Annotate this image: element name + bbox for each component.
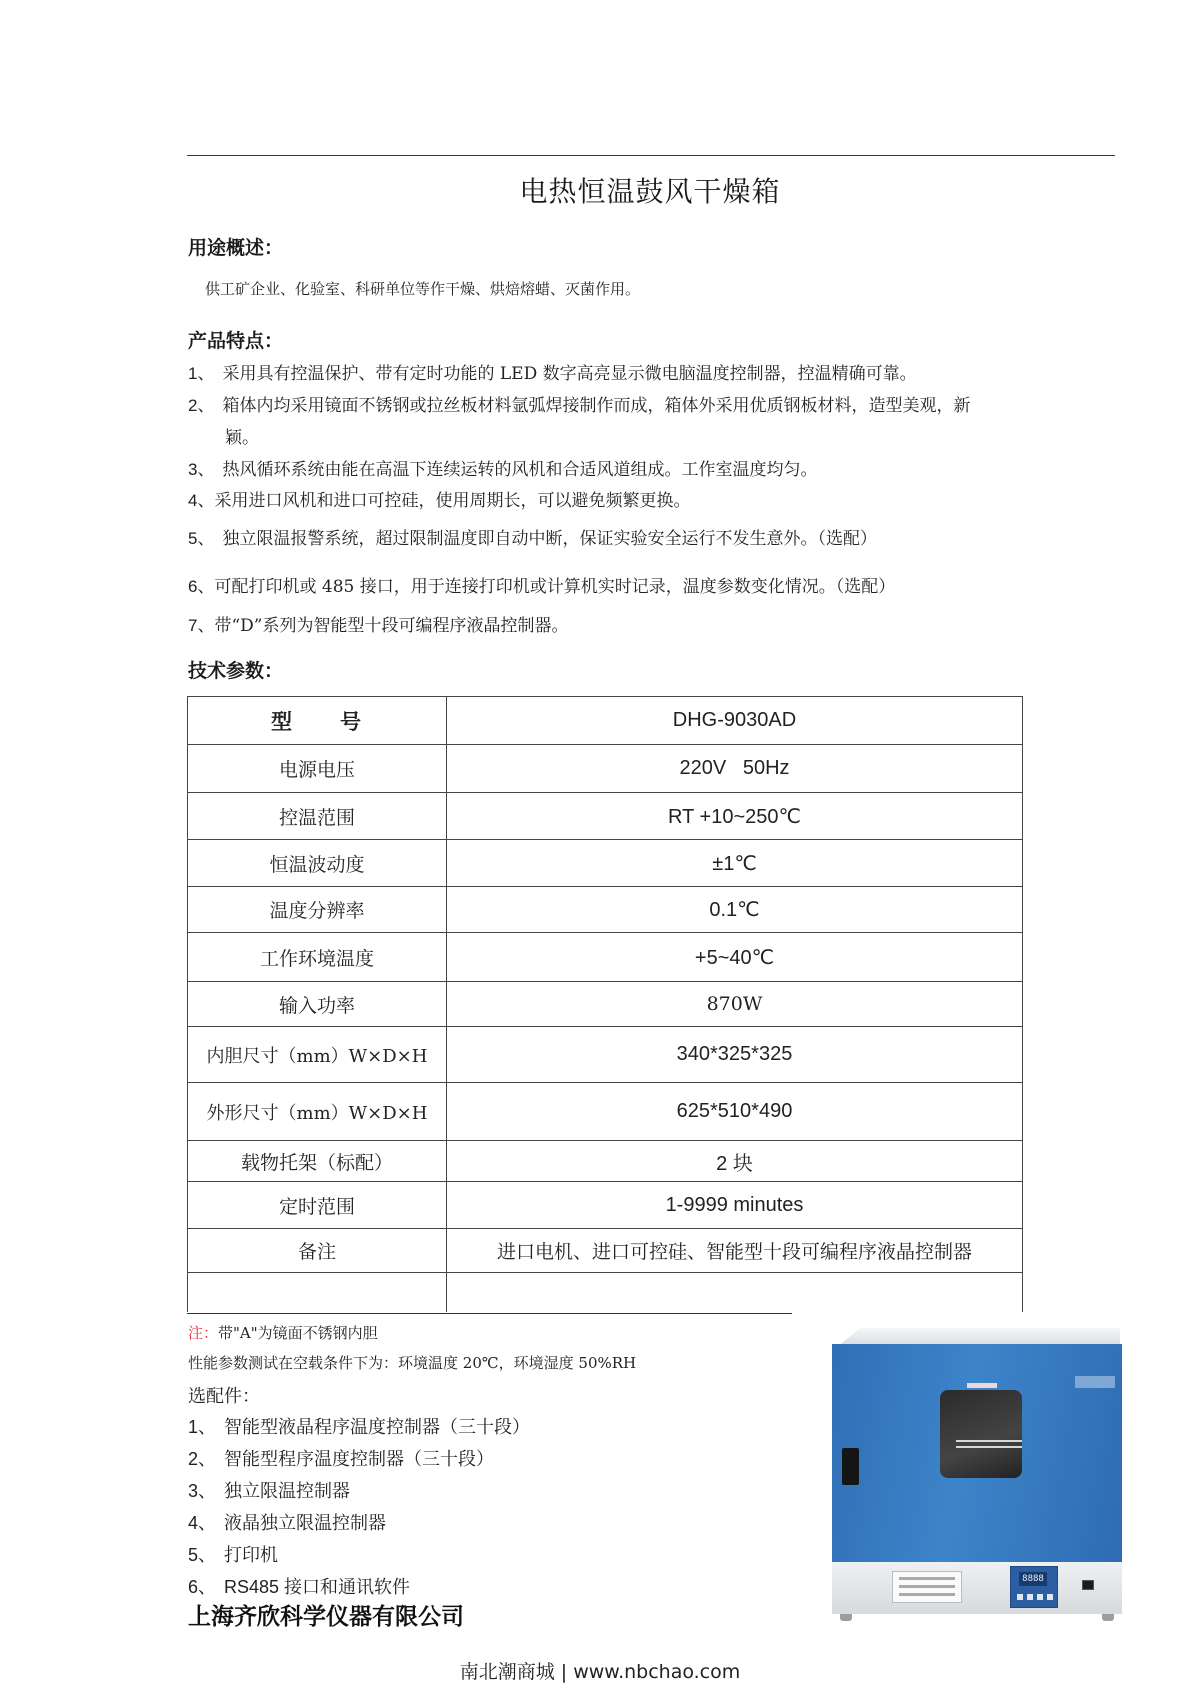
spec-label: 输入功率 — [188, 982, 447, 1027]
option-text: 独立限温控制器 — [224, 1481, 351, 1501]
spec-label: 备注 — [188, 1229, 447, 1273]
brand-logo-icon — [1075, 1376, 1115, 1388]
table-row — [188, 1083, 1023, 1141]
feature-num: 7、 — [188, 616, 215, 635]
option-text: 打印机 — [224, 1545, 279, 1565]
note-line — [188, 1322, 378, 1343]
oven-shelf — [956, 1440, 1022, 1442]
spec-value: 0.1℃ — [447, 887, 1023, 933]
feature-text: 可配打印机或 485 接口，用于连接打印机或计算机实时记录，温度参数变化情况。（选配） — [214, 577, 896, 597]
feature-item-6 — [188, 571, 895, 603]
feature-num: 2、 — [188, 396, 215, 415]
feature-item-3 — [188, 454, 817, 486]
header-rule — [187, 155, 1115, 156]
spec-label: 恒温波动度 — [188, 840, 447, 887]
spec-label: 定时范围 — [188, 1182, 447, 1229]
oven-nameplate — [892, 1571, 962, 1603]
oven-window — [940, 1390, 1022, 1478]
table-row — [188, 1141, 1023, 1182]
table-row-empty — [188, 1273, 1023, 1312]
feature-item-5 — [188, 523, 877, 555]
product-image — [832, 1328, 1122, 1628]
feature-item-1 — [188, 358, 917, 390]
spec-value — [447, 1273, 1023, 1312]
option-item — [188, 1445, 494, 1471]
feature-num: 5、 — [188, 529, 215, 548]
feature-item-7 — [188, 610, 568, 642]
oven-buttons — [1017, 1594, 1053, 1600]
oven-handle — [842, 1448, 859, 1485]
table-row — [188, 933, 1023, 982]
options-heading: 选配件： — [188, 1386, 260, 1407]
feature-num: 4、 — [188, 491, 215, 510]
feature-text-continuation: 颖。 — [225, 428, 259, 448]
spec-value: 2 块 — [447, 1141, 1023, 1182]
feature-text: 带“D”系列为智能型十段可编程序液晶控制器。 — [214, 616, 569, 636]
oven-foot — [1102, 1614, 1114, 1621]
table-row — [188, 982, 1023, 1027]
company-name: 上海齐欣科学仪器有限公司 — [188, 1604, 464, 1630]
table-row — [188, 697, 1023, 745]
spec-label: 温度分辨率 — [188, 887, 447, 933]
oven-foot — [840, 1614, 852, 1621]
table-row — [188, 1182, 1023, 1229]
spec-value: 625*510*490 — [447, 1083, 1023, 1141]
spec-value: ±1℃ — [447, 840, 1023, 887]
option-item — [188, 1413, 530, 1439]
option-num: 5、 — [188, 1545, 217, 1565]
feature-text: 箱体内均采用镜面不锈钢或拉丝板材料氩弧焊接制作而成，箱体外采用优质钢板材料，造型美观，新 — [222, 396, 971, 416]
specs-heading: 技术参数： — [188, 660, 284, 682]
option-item — [188, 1509, 386, 1535]
spec-label: 内胆尺寸（mm）W×D×H — [188, 1027, 447, 1083]
spec-value: 340*325*325 — [447, 1027, 1023, 1083]
option-item — [188, 1477, 350, 1503]
table-row — [188, 745, 1023, 793]
spec-table — [187, 696, 1023, 1312]
spec-label: 外形尺寸（mm）W×D×H — [188, 1083, 447, 1141]
spec-value: DHG-9030AD — [447, 697, 1023, 745]
table-row — [188, 1027, 1023, 1083]
table-row — [188, 887, 1023, 933]
option-num: 3、 — [188, 1481, 217, 1501]
spec-value: 870W — [447, 982, 1023, 1027]
feature-num: 3、 — [188, 460, 215, 479]
spec-value: +5~40℃ — [447, 933, 1023, 982]
performance-note: 性能参数测试在空载条件下为：环境温度 20℃，环境湿度 50%RH — [188, 1354, 637, 1372]
oven-display: 8888 — [1019, 1572, 1047, 1586]
usage-heading: 用途概述： — [188, 237, 284, 259]
note-text: 带"A"为镜面不锈钢内胆 — [218, 1324, 378, 1342]
option-num: 1、 — [188, 1417, 217, 1437]
page-title: 电热恒温鼓风干燥箱 — [519, 175, 781, 208]
feature-item-2 — [188, 390, 1118, 454]
feature-text: 热风循环系统由能在高温下连续运转的风机和合适风道组成。工作室温度均匀。 — [222, 460, 818, 480]
option-text: 智能型程序温度控制器（三十段） — [224, 1449, 495, 1469]
spec-label: 型 号 — [188, 697, 447, 745]
option-item — [188, 1573, 410, 1599]
option-text: RS485 接口和通讯软件 — [224, 1577, 411, 1597]
spec-value: 1-9999 minutes — [447, 1182, 1023, 1229]
note-prefix: 注： — [188, 1324, 219, 1342]
oven-control-base — [832, 1562, 1122, 1614]
oven-shelf — [956, 1446, 1022, 1448]
feature-num: 6、 — [188, 577, 215, 596]
option-num: 6、 — [188, 1577, 217, 1597]
table-bottom-rule — [187, 1313, 792, 1314]
feature-text: 采用进口风机和进口可控硅，使用周期长，可以避免频繁更换。 — [214, 491, 691, 511]
spec-label: 电源电压 — [188, 745, 447, 793]
spec-label: 载物托架（标配） — [188, 1141, 447, 1182]
spec-value: 进口电机、进口可控硅、智能型十段可编程序液晶控制器 — [447, 1229, 1023, 1273]
feature-num: 1、 — [188, 364, 215, 383]
table-row — [188, 1229, 1023, 1273]
footer-watermark: 南北潮商城 | www.nbchao.com — [459, 1661, 741, 1683]
option-num: 2、 — [188, 1449, 217, 1469]
option-text: 智能型液晶程序温度控制器（三十段） — [224, 1417, 531, 1437]
option-item — [188, 1541, 278, 1567]
feature-text: 独立限温报警系统，超过限制温度即自动中断，保证实验安全运行不发生意外。（选配） — [222, 529, 877, 549]
spec-label — [188, 1273, 447, 1312]
table-row — [188, 793, 1023, 840]
spec-value: 220V 50Hz — [447, 745, 1023, 793]
oven-control-panel — [1010, 1566, 1058, 1608]
spec-value: RT +10~250℃ — [447, 793, 1023, 840]
features-heading: 产品特点： — [188, 330, 284, 352]
option-num: 4、 — [188, 1513, 217, 1533]
table-row — [188, 840, 1023, 887]
oven-window-tag — [967, 1383, 997, 1388]
feature-item-4 — [188, 485, 690, 517]
spec-label: 控温范围 — [188, 793, 447, 840]
feature-text: 采用具有控温保护、带有定时功能的 LED 数字高亮显示微电脑温度控制器，控温精确可靠。 — [222, 364, 917, 384]
spec-label: 工作环境温度 — [188, 933, 447, 982]
power-switch-icon — [1082, 1580, 1094, 1590]
option-text: 液晶独立限温控制器 — [224, 1513, 387, 1533]
usage-text: 供工矿企业、化验室、科研单位等作干燥、烘焙熔蜡、灭菌作用。 — [205, 280, 641, 298]
